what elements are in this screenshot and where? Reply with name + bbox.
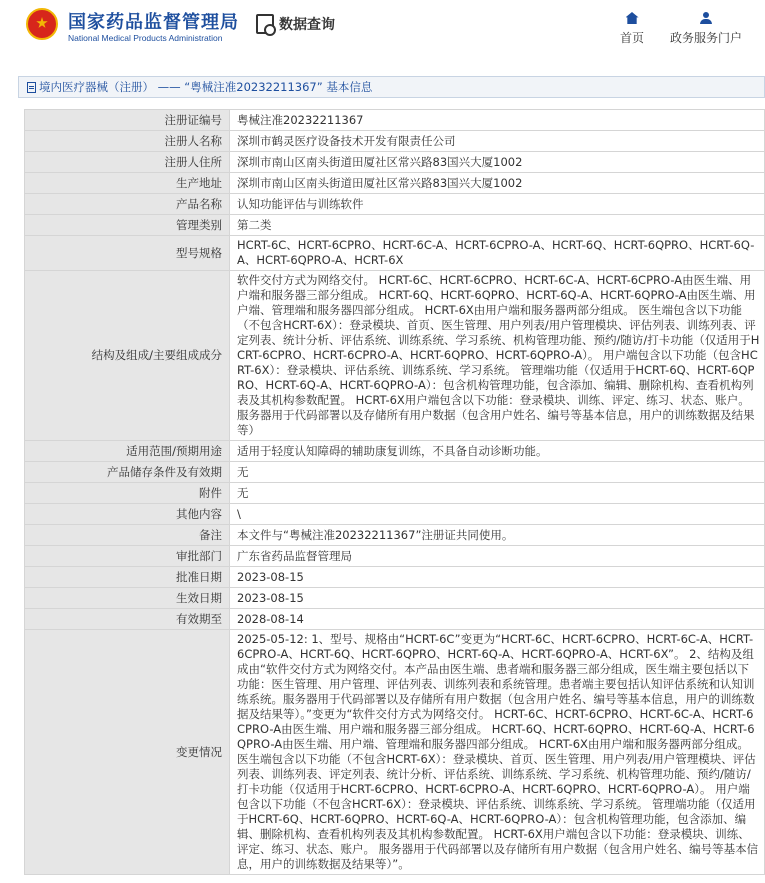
row-label: 变更情况 (25, 630, 230, 875)
table-row (25, 173, 765, 194)
row-value: 本文件与“粤械注准20232211367”注册证共同使用。 (230, 525, 765, 546)
search-document-icon (256, 14, 274, 34)
table-row (25, 609, 765, 630)
row-label: 生效日期 (25, 588, 230, 609)
table-row (25, 588, 765, 609)
nav-home[interactable] (617, 10, 647, 46)
site-logo-subtitle: National Medical Products Administration (68, 33, 223, 43)
nav-service-portal-label: 政务服务门户 (669, 31, 742, 45)
row-value: 无 (230, 483, 765, 504)
row-label: 产品储存条件及有效期 (25, 462, 230, 483)
site-logo-title[interactable]: 国家药品监督管理局 (68, 12, 239, 33)
row-label: 其他内容 (25, 504, 230, 525)
registration-info-table (24, 109, 765, 875)
row-value: 广东省药品监督管理局 (230, 546, 765, 567)
row-value: 粤械注准20232211367 (230, 110, 765, 131)
table-row (25, 236, 765, 271)
table-row (25, 215, 765, 236)
nav-home-label: 首页 (619, 31, 644, 45)
row-value: \ (230, 504, 765, 525)
row-value: 无 (230, 462, 765, 483)
row-value: HCRT-6C、HCRT-6CPRO、HCRT-6C-A、HCRT-6CPRO-A、HCRT-6Q、HCRT-6QPRO、HCRT-6Q-A、HCRT-6QPRO-A、HCRT-6X (230, 236, 765, 271)
home-icon (626, 12, 639, 24)
national-emblem-icon (26, 8, 58, 40)
table-row (25, 504, 765, 525)
table-row (25, 630, 765, 875)
row-value: 2028-08-14 (230, 609, 765, 630)
row-label: 审批部门 (25, 546, 230, 567)
row-label: 批准日期 (25, 567, 230, 588)
table-row (25, 110, 765, 131)
table-row (25, 567, 765, 588)
row-label: 产品名称 (25, 194, 230, 215)
data-query-label: 数据查询 (279, 17, 335, 33)
row-label: 管理类别 (25, 215, 230, 236)
breadcrumb (18, 76, 765, 98)
row-value: 适用于轻度认知障碍的辅助康复训练，不具备自动诊断功能。 (230, 441, 765, 462)
table-row (25, 152, 765, 173)
breadcrumb-text: 境内医疗器械（注册） —— “粤械注准20232211367” 基本信息 (39, 80, 373, 94)
row-value: 认知功能评估与训练软件 (230, 194, 765, 215)
row-value: 深圳市南山区南头街道田厦社区常兴路83国兴大厦1002 (230, 173, 765, 194)
document-icon (27, 82, 36, 93)
user-icon (700, 12, 712, 24)
row-value: 2023-08-15 (230, 567, 765, 588)
row-label: 注册证编号 (25, 110, 230, 131)
row-value: 2025-05-12: 1、型号、规格由“HCRT-6C”变更为“HCRT-6C、HCRT-6CPRO、HCRT-6C-A、HCRT-6CPRO-A、HCRT-6Q、HCRT-6QPRO、HCRT-6Q-A、HCRT-6QPRO-A、HCRT-6X”。 2、结构及组成由“软件交付方式为网络交付。本产品由医生端、患者端和服务器三部分组成，医生端主要包括以下功能：医生管理、用户管理、评估列表、训练列表和系统管理。患者端主要包括认知评估系统和认知训练系统。服务器用于代码部署以及存储所有用户数据（包含用户姓名、编号等基本信息，用户的训练数据及结果等）。”变更为“软件交付方式为网络交付。 HCRT-6C、HCRT-6CPRO、HCRT-6C-A、HCRT-6CPRO-A由医生端、用户端和服务器三部分组成。 HCRT-6Q、HCRT-6QPRO、HCRT-6Q-A、HCRT-6QPRO-A由医生端、用户端、管理端和服务器四部分组成。 HCRT-6X由用户端和服务器两部分组成。 医生端包含以下功能（不包含HCRT-6X）：登录模块、首页、医生管理、用户列表/用户管理模块、评估列表、训练列表、评定列表、统计分析、评估系统、训练系统、学习系统、机构管理功能、预约/随访/打卡功能（仅适用于HCRT-6CPRO、HCRT-6CPRO-A、HCRT-6QPRO、HCRT-6QPRO-A）。 用户端包含以下功能（不包含HCRT-6X）：登录模块、评估系统、训练系统、学习系统。 管理端功能（仅适用于HCRT-6Q、HCRT-6QPRO、HCRT-6Q-A、HCRT-6QPRO-A）：包含机构管理功能，包含添加、编辑、删除机构、查看机构列表及其机构参数配置。 HCRT-6X用户端包含以下功能：登录模块、训练、评定、练习、状态、账户。 服务器用于代码部署以及存储所有用户数据（包含用户姓名、编号等基本信息，用户的训练数据及结果等）”。 (230, 630, 765, 875)
row-label: 结构及组成/主要组成成分 (25, 271, 230, 441)
table-row (25, 462, 765, 483)
row-label: 适用范围/预期用途 (25, 441, 230, 462)
row-value: 深圳市鹤灵医疗设备技术开发有限责任公司 (230, 131, 765, 152)
table-row (25, 271, 765, 441)
row-label: 型号规格 (25, 236, 230, 271)
row-label: 有效期至 (25, 609, 230, 630)
row-value: 深圳市南山区南头街道田厦社区常兴路83国兴大厦1002 (230, 152, 765, 173)
row-label: 附件 (25, 483, 230, 504)
table-row (25, 131, 765, 152)
row-value: 软件交付方式为网络交付。 HCRT-6C、HCRT-6CPRO、HCRT-6C-A、HCRT-6CPRO-A由医生端、用户端和服务器三部分组成。 HCRT-6Q、HCRT-6QPRO、HCRT-6Q-A、HCRT-6QPRO-A由医生端、用户端、管理端和服务器四部分组成。 HCRT-6X由用户端和服务器两部分组成。 医生端包含以下功能（不包含HCRT-6X）：登录模块、首页、医生管理、用户列表/用户管理模块、评估列表、训练列表、评定列表、统计分析、评估系统、训练系统、学习系统、机构管理功能、预约/随访/打卡功能（仅适用于HCRT-6CPRO、HCRT-6CPRO-A、HCRT-6QPRO、HCRT-6QPRO-A）。 用户端包含以下功能（包含HCRT-6X）：登录模块、评估系统、训练系统、学习系统。 管理端功能（仅适用于HCRT-6Q、HCRT-6QPRO、HCRT-6Q-A、HCRT-6QPRO-A）：包含机构管理功能，包含添加、编辑、删除机构、查看机构列表及其机构参数配置。 HCRT-6X用户端包含以下功能：登录模块、训练、评定、练习、状态、账户。 服务器用于代码部署以及存储所有用户数据（包含用户姓名、编号等基本信息，用户的训练数据及结果等） (230, 271, 765, 441)
row-value: 2023-08-15 (230, 588, 765, 609)
row-label: 注册人名称 (25, 131, 230, 152)
row-label: 备注 (25, 525, 230, 546)
site-header (0, 0, 765, 62)
data-query-section[interactable] (256, 14, 335, 34)
table-row (25, 483, 765, 504)
row-label: 注册人住所 (25, 152, 230, 173)
table-row (25, 546, 765, 567)
table-row (25, 194, 765, 215)
row-label: 生产地址 (25, 173, 230, 194)
nav-service-portal[interactable] (668, 10, 744, 46)
table-row (25, 441, 765, 462)
row-value: 第二类 (230, 215, 765, 236)
table-row (25, 525, 765, 546)
